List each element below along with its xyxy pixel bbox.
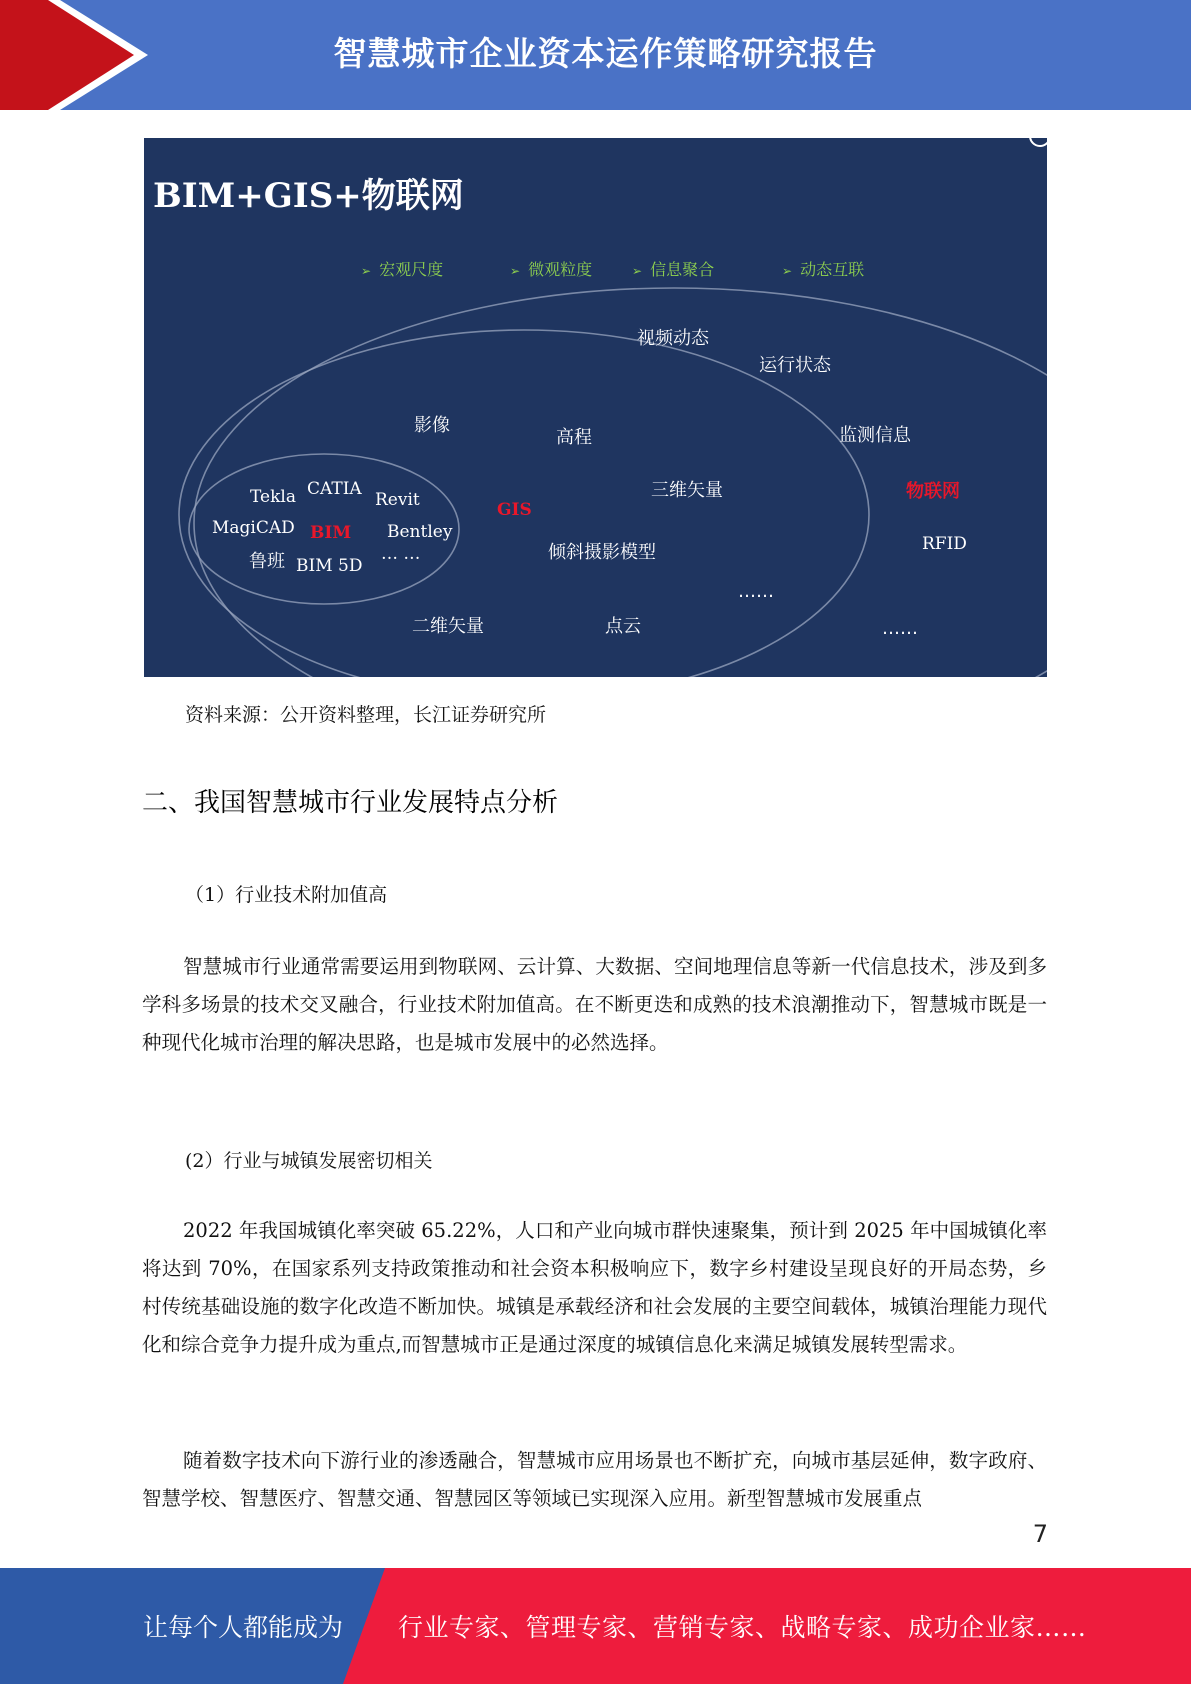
label-iot: 物联网: [906, 481, 960, 502]
arrow-icon: ➢: [782, 264, 793, 278]
arrow-icon: ➢: [361, 264, 372, 278]
label-monitor: 监测信息: [839, 425, 911, 446]
label-oblique: 倾斜摄影模型: [548, 542, 656, 563]
label-run-state: 运行状态: [759, 355, 831, 376]
feature-item: [782, 257, 864, 280]
figure-title: BIM+GIS+物联网: [153, 176, 464, 216]
label-dots1: ……: [738, 581, 774, 602]
arrow-icon: ➢: [510, 264, 521, 278]
label-luban: 鲁班: [249, 551, 285, 572]
label-bim: BIM: [310, 523, 352, 543]
page-number: 7: [1032, 1520, 1048, 1548]
page-footer: [0, 1568, 1191, 1684]
label-bim-dots: … …: [381, 544, 421, 564]
label-tekla: Tekla: [250, 487, 296, 507]
feature-item: [361, 257, 443, 280]
label-video: 视频动态: [637, 328, 709, 349]
arrow-icon: ➢: [632, 264, 643, 278]
subheading-1: （1）行业技术附加值高: [185, 884, 388, 906]
label-pointcloud: 点云: [605, 616, 641, 637]
feature-item: [632, 257, 714, 280]
feature-label: 信息聚合: [650, 260, 715, 279]
label-rfid: RFID: [922, 534, 967, 554]
subheading-2: (2）行业与城镇发展密切相关: [185, 1150, 433, 1172]
label-magicad: MagiCAD: [212, 518, 295, 538]
label-bentley: Bentley: [387, 522, 453, 542]
paragraph-2: 2022 年我国城镇化率突破 65.22%，人口和产业向城市群快速聚集，预计到 2025 年中国城镇化率将达到 70%，在国家系列支持政策推动和社会资本积极响应下，数字乡村建设呈现良好的开局态势，乡村传统基础设施的数字化改造不断加快。城镇是承载经济和社会发展的主要空间载体，城镇治理能力现代化和综合竞争力提升成为重点,而智慧城市正是通过深度的城镇信息化来满足城镇发展转型需求。: [142, 1219, 1047, 1356]
label-image: 影像: [414, 415, 450, 436]
bim-gis-iot-figure: [144, 138, 1047, 677]
paragraph-1: 智慧城市行业通常需要运用到物联网、云计算、大数据、空间地理信息等新一代信息技术，涉及到多学科多场景的技术交叉融合，行业技术附加值高。在不断更迭和成熟的技术浪潮推动下，智慧城市既是一种现代化城市治理的解决思路，也是城市发展中的必然选择。: [142, 955, 1047, 1054]
paragraph-3: 随着数字技术向下游行业的渗透融合，智慧城市应用场景也不断扩充，向城市基层延伸，数字政府、智慧学校、智慧医疗、智慧交通、智慧园区等领域已实现深入应用。新型智慧城市发展重点: [142, 1449, 1047, 1510]
label-dots2: ……: [882, 618, 918, 639]
section-heading: 二、我国智慧城市行业发展特点分析: [142, 788, 559, 818]
feature-label: 宏观尺度: [379, 260, 444, 279]
page-header: [0, 0, 1191, 110]
figure-caption: 资料来源：公开资料整理，长江证券研究所: [185, 704, 547, 726]
figure-ellipses: [144, 138, 1047, 677]
header-title: 智慧城市企业资本运作策略研究报告: [333, 34, 878, 73]
label-vector2d: 二维矢量: [412, 616, 484, 637]
feature-item: [510, 257, 592, 280]
label-catia: CATIA: [307, 479, 362, 499]
corner-circle: [1030, 138, 1047, 146]
feature-label: 动态互联: [800, 260, 865, 279]
label-gis: GIS: [497, 500, 532, 520]
footer-slogan-right: 行业专家、管理专家、营销专家、战略专家、成功企业家……: [398, 1613, 1087, 1642]
label-bim5d: BIM 5D: [296, 556, 363, 576]
label-elevation: 高程: [556, 427, 592, 448]
label-revit: Revit: [375, 490, 420, 510]
label-vector3d: 三维矢量: [651, 480, 723, 501]
footer-slogan-left: 让每个人都能成为: [143, 1613, 344, 1642]
feature-label: 微观粒度: [528, 260, 593, 279]
